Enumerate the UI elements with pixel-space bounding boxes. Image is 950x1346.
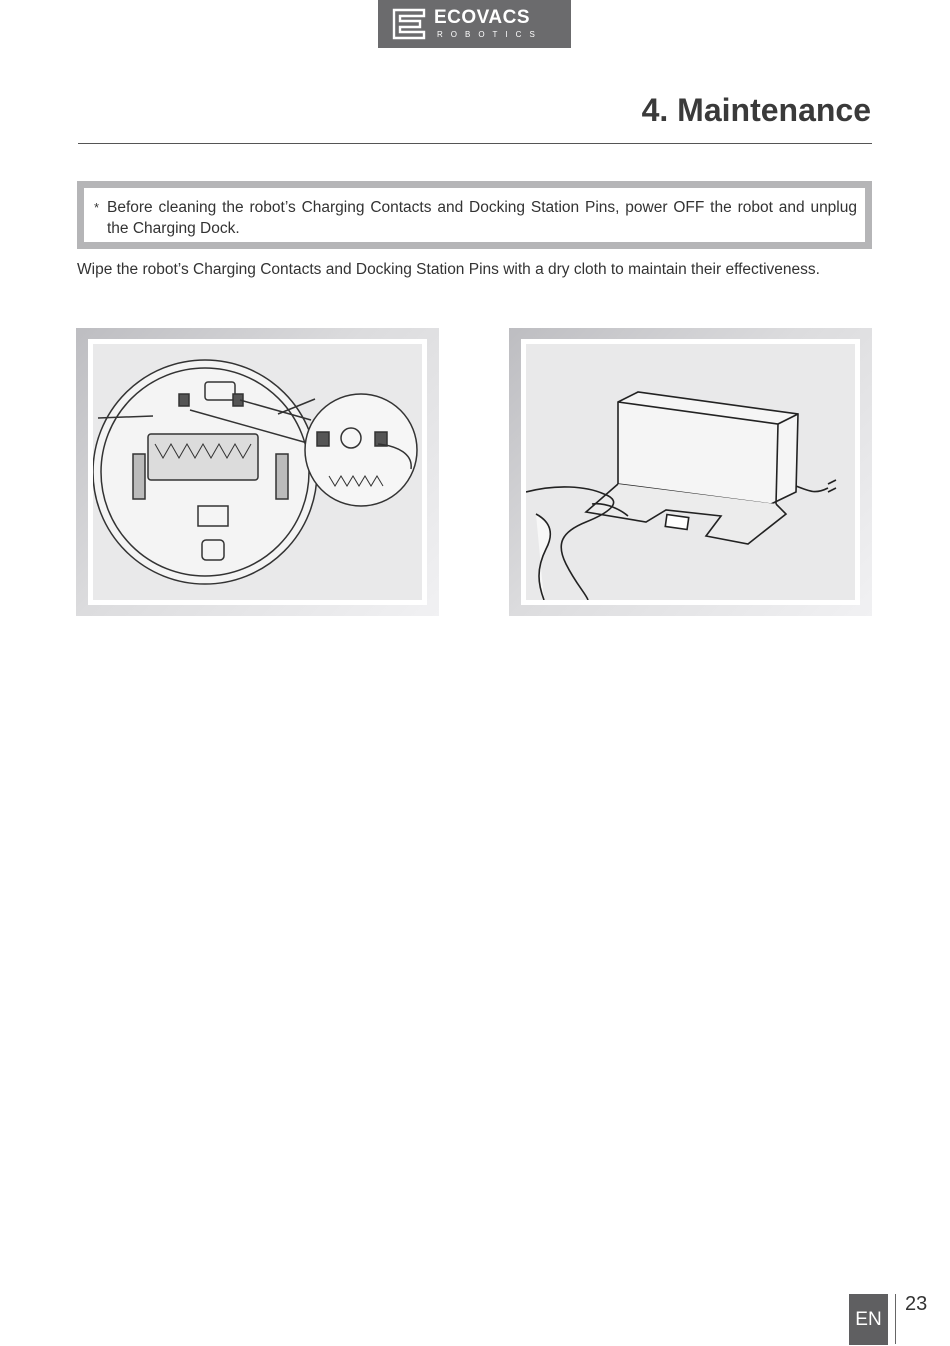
figure-robot-underside [76,328,439,616]
logo-name: ECOVACS [434,7,531,28]
title-divider [78,143,872,144]
figure-inner [93,344,422,600]
page-number: 23 [905,1293,928,1315]
logo-subtitle: ROBOTICS [437,30,543,39]
footer-separator [895,1294,896,1344]
body-paragraph: Wipe the robot’s Charging Contacts and Docking Station Pins with a dry cloth to maintain their effectiveness. [77,261,820,278]
brand-logo [378,0,571,48]
robot-underside-illustration [93,344,422,600]
figure-frame [88,339,427,605]
note-text: Before cleaning the robot’s Charging Contacts and Docking Station Pins, power OFF the robot and unplug the Charging Dock. [107,199,857,237]
figure-charging-dock [509,328,872,616]
language-badge: EN [849,1294,888,1345]
page-title: 4. Maintenance [641,92,871,128]
charging-dock-wipe-illustration [526,344,855,600]
ecovacs-logo-icon [392,8,426,40]
warning-note-inner [84,188,865,242]
figure-inner [526,344,855,600]
warning-note [77,181,872,249]
note-marker: * [94,200,100,215]
figure-frame [521,339,860,605]
